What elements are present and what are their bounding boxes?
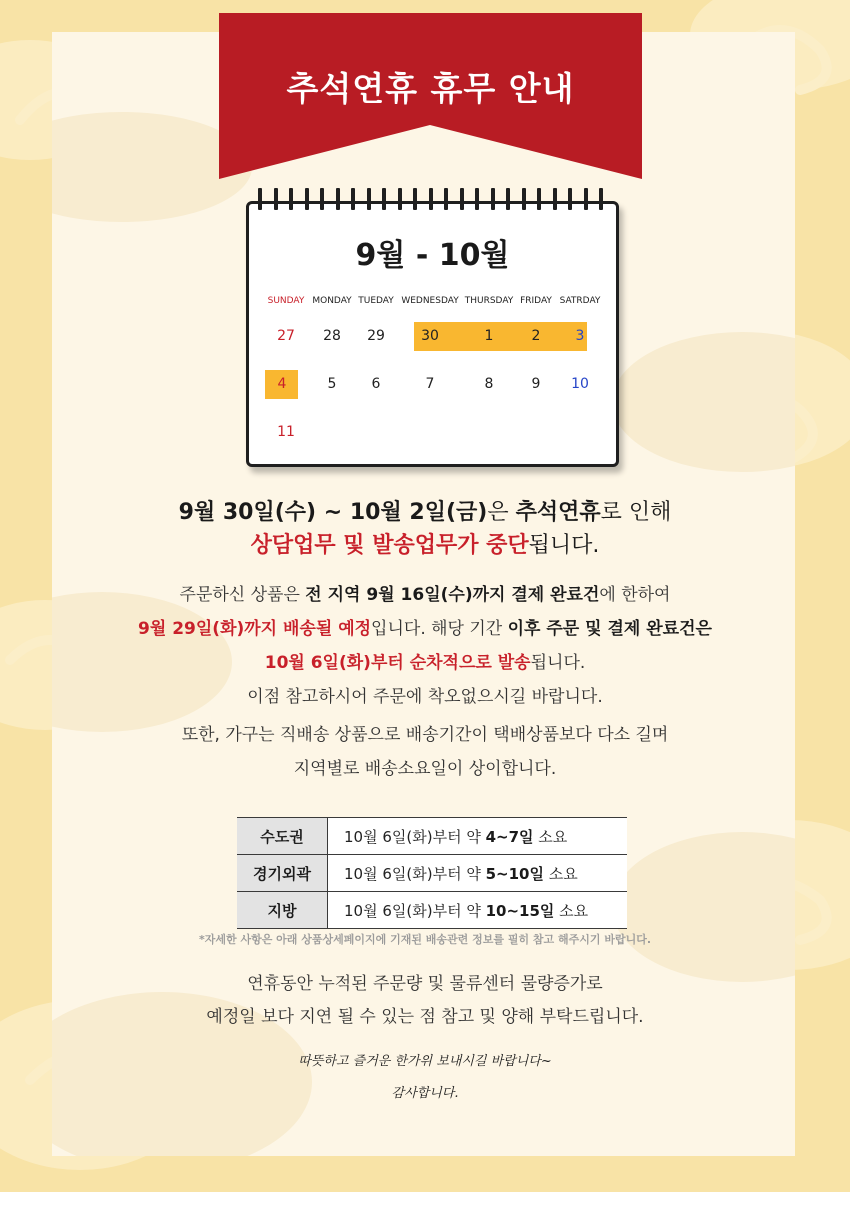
delivery-days: 5~10일 — [485, 864, 544, 883]
calendar-day: 5 — [327, 376, 337, 392]
binding-ring — [522, 188, 526, 210]
calendar-day: 10 — [571, 376, 589, 392]
delivery-time-text: 소요 — [543, 864, 578, 883]
binding-ring — [460, 188, 464, 210]
delivery-time-cell — [328, 855, 628, 892]
weekday-label: SUNDAY — [267, 296, 305, 306]
headline-text: 됩니다. — [528, 533, 600, 558]
handwritten-greeting — [0, 1046, 850, 1110]
payment-deadline: 전 지역 9월 16일(수)까지 결제 완료건 — [305, 585, 600, 605]
holiday-name: 추석연휴 — [515, 500, 601, 525]
calendar-day: 3 — [575, 328, 585, 344]
calendar-day: 11 — [277, 424, 295, 440]
calendar-day: 7 — [425, 376, 435, 392]
resume-shipping-date: 10월 6일(화)부터 순차적으로 발송 — [264, 653, 531, 673]
thanks-text: 감사합니다. — [391, 1086, 459, 1101]
region-cell: 경기외곽 — [237, 855, 328, 892]
weekday-label: TUEDAY — [358, 296, 394, 306]
body-text: 지역별로 배송소요일이 상이합니다. — [293, 759, 557, 779]
calendar-day: 1 — [484, 328, 494, 344]
binding-ring — [491, 188, 495, 210]
table-row — [237, 818, 627, 855]
headline-text: 로 인해 — [600, 500, 672, 525]
calendar-day: 29 — [367, 328, 385, 344]
delivery-days: 10~15일 — [485, 901, 555, 920]
body-text: 주문하신 상품은 — [179, 585, 306, 605]
delivery-time-text: 10월 6일(화)부터 약 — [344, 901, 486, 920]
calendar-binding-rings — [258, 188, 608, 212]
weekday-label: SATRDAY — [559, 296, 601, 306]
body-text: 또한, 가구는 직배송 상품으로 배송기간이 택배상품보다 다소 길며 — [181, 725, 669, 745]
delivery-time-text: 소요 — [554, 901, 589, 920]
calendar — [246, 201, 619, 467]
delivery-time-cell — [328, 892, 628, 929]
calendar-day: 30 — [421, 328, 439, 344]
greeting-text: 따뜻하고 즐거운 한가위 보내시길 바랍니다~ — [298, 1054, 552, 1069]
title-banner — [219, 13, 642, 179]
binding-ring — [258, 188, 262, 210]
binding-ring — [584, 188, 588, 210]
suspension-notice: 상담업무 및 발송업무가 중단 — [250, 533, 529, 558]
closure-dates: 9월 30일(수) ~ 10월 2일(금) — [178, 500, 488, 525]
binding-ring — [413, 188, 417, 210]
calendar-day: 6 — [371, 376, 381, 392]
weekday-label: WEDNESDAY — [401, 296, 459, 306]
region-cell: 수도권 — [237, 818, 328, 855]
weekday-label: FRIDAY — [520, 296, 552, 306]
shipping-schedule-text — [0, 578, 850, 714]
delivery-days: 4~7일 — [485, 827, 534, 846]
body-text: 예정일 보다 지연 될 수 있는 점 참고 및 양해 부탁드립니다. — [206, 1007, 644, 1027]
holiday-highlight — [414, 322, 587, 351]
calendar-day: 27 — [277, 328, 295, 344]
cloud-decoration — [612, 332, 795, 472]
table-row — [237, 855, 627, 892]
footnote: *자세한 사항은 아래 상품상세페이지에 기재된 배송관련 정보를 필히 참고 해주시기 바랍니다. — [198, 933, 651, 946]
page-title: 추석연휴 휴무 안내 — [286, 69, 575, 108]
cloud-decoration — [612, 832, 795, 982]
delivery-time-text: 10월 6일(화)부터 약 — [344, 827, 486, 846]
delivery-deadline: 9월 29일(화)까지 배송될 예정 — [138, 619, 372, 639]
binding-ring — [382, 188, 386, 210]
binding-ring — [274, 188, 278, 210]
weekday-label: MONDAY — [312, 296, 352, 306]
binding-ring — [429, 188, 433, 210]
furniture-delivery-text — [0, 718, 850, 786]
closure-headline — [0, 496, 850, 562]
binding-ring — [398, 188, 402, 210]
binding-ring — [506, 188, 510, 210]
binding-ring — [599, 188, 603, 210]
body-text: 됩니다. — [530, 653, 586, 673]
late-orders-text: 이후 주문 및 결제 완료건은 — [507, 619, 712, 639]
body-text: 에 한하여 — [599, 585, 671, 605]
binding-ring — [367, 188, 371, 210]
binding-ring — [320, 188, 324, 210]
binding-ring — [336, 188, 340, 210]
delivery-time-cell — [328, 818, 628, 855]
delivery-time-table — [237, 817, 627, 929]
headline-text: 은 — [487, 500, 516, 525]
body-text: 연휴동안 누적된 주문량 및 물류센터 물량증가로 — [247, 974, 603, 994]
binding-ring — [305, 188, 309, 210]
weekday-label: THURSDAY — [464, 296, 514, 306]
binding-ring — [537, 188, 541, 210]
binding-ring — [568, 188, 572, 210]
calendar-day: 9 — [531, 376, 541, 392]
binding-ring — [289, 188, 293, 210]
delay-notice — [0, 968, 850, 1034]
calendar-day: 2 — [531, 328, 541, 344]
delivery-time-text: 소요 — [533, 827, 568, 846]
calendar-day: 28 — [323, 328, 341, 344]
body-text: 이점 참고하시어 주문에 착오없으시길 바랍니다. — [247, 687, 603, 707]
binding-ring — [553, 188, 557, 210]
calendar-day: 8 — [484, 376, 494, 392]
binding-ring — [351, 188, 355, 210]
delivery-time-text: 10월 6일(화)부터 약 — [344, 864, 486, 883]
binding-ring — [475, 188, 479, 210]
calendar-title: 9월 - 10월 — [355, 238, 510, 273]
region-cell: 지방 — [237, 892, 328, 929]
table-row — [237, 892, 627, 929]
body-text: 입니다. 해당 기간 — [371, 619, 508, 639]
calendar-day: 4 — [277, 376, 287, 392]
binding-ring — [444, 188, 448, 210]
